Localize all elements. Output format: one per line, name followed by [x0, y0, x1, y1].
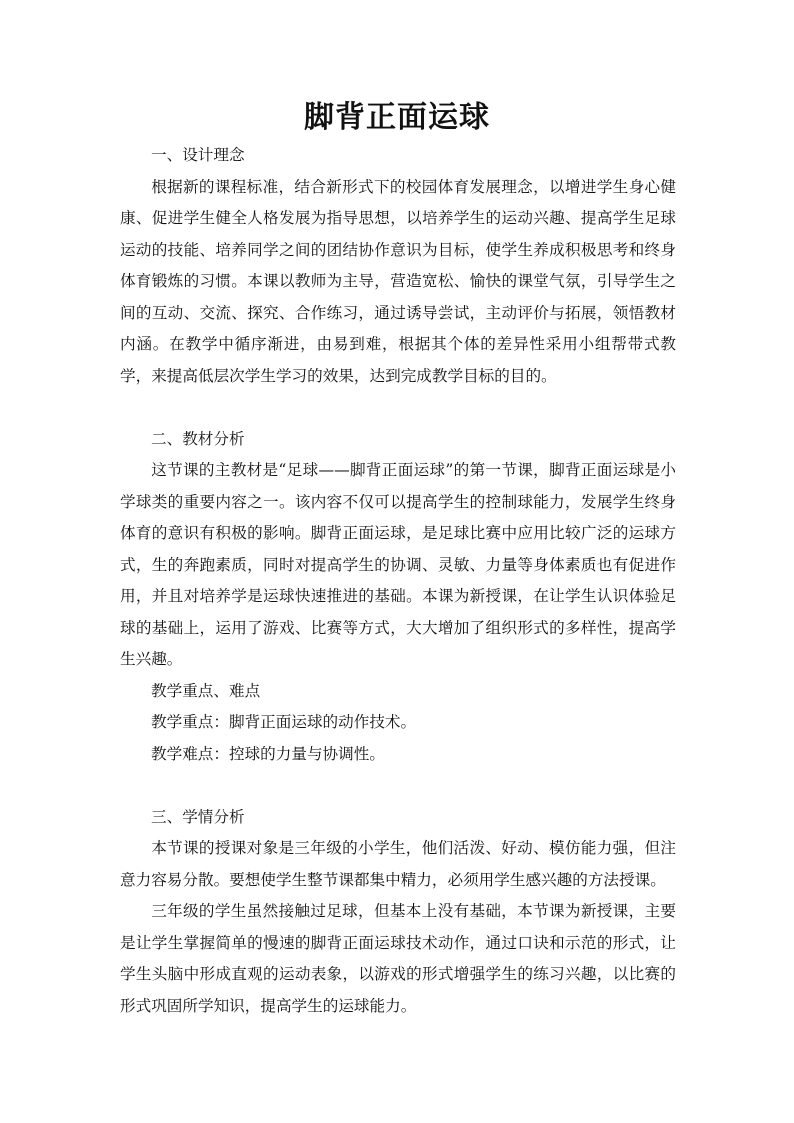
spacer [120, 770, 676, 802]
paragraph-design-concept: 根据新的课程标准，结合新形式下的校园体育发展理念，以增进学生身心健康、促进学生健全人格发展为指导思想，以培养学生的运动兴趣、提高学生足球运动的技能、培养同学之间的团结协作意识为目标，使学生养成积极思考和终身体育锻炼的习惯。本课以教师为主导，营造宽松、愉快的课堂气氛，引导学生之间的互动、交流、探究、合作练习，通过诱导尝试，主动评价与拓展，领悟教材内涵。在教学中循序渐进，由易到难，根据其个体的差异性采用小组帮带式教学，来提高低层次学生学习的效果，达到完成教学目标的目的。 [120, 177, 676, 385]
spacer [120, 392, 676, 424]
teaching-focus-heading: 教学重点、难点 [151, 681, 261, 700]
document-body [120, 140, 676, 1022]
section-heading-student-analysis: 三、学情分析 [151, 807, 245, 826]
section-heading-material-analysis: 二、教材分析 [151, 429, 245, 448]
section-heading-design-concept: 一、设计理念 [151, 146, 245, 164]
paragraph-student-analysis-1: 本节课的授课对象是三年级的小学生，他们活泼、好动、模仿能力强，但注意力容易分散。要想使学生整节课都集中精力，必须用学生感兴趣的方法授课。 [120, 839, 676, 889]
paragraph-student-analysis-2: 三年级的学生虽然接触过足球，但基本上没有基础，本节课为新授课，主要是让学生掌握简单的慢速的脚背正面运球技术动作，通过口诀和示范的形式，让学生头脑中形成直观的运动表象，以游戏的形式增强学生的练习兴趣，以比赛的形式巩固所学知识，提高学生的运球能力。 [120, 902, 676, 1015]
paragraph-material-analysis: 这节课的主教材是“足球——脚背正面运球”的第一节课，脚背正面运球是小学球类的重要内容之一。该内容不仅可以提高学生的控制球能力，发展学生终身体育的意识有积极的影响。脚背正面运球，是足球比赛中应用比较广泛的运球方式，生的奔跑素质，同时对提高学生的协调、灵敏、力量等身体素质也有促进作用，并且对培养学是运球快速推进的基础。本课为新授课，在让学生认识体验足球的基础上，运用了游戏、比赛等方式，大大增加了组织形式的多样性，提高学生兴趣。 [120, 461, 676, 668]
document-title: 脚背正面运球 [304, 100, 490, 135]
teaching-key-point: 教学重点：脚背正面运球的动作技术。 [151, 713, 417, 731]
teaching-difficulty: 教学难点：控球的力量与协调性。 [151, 744, 385, 763]
